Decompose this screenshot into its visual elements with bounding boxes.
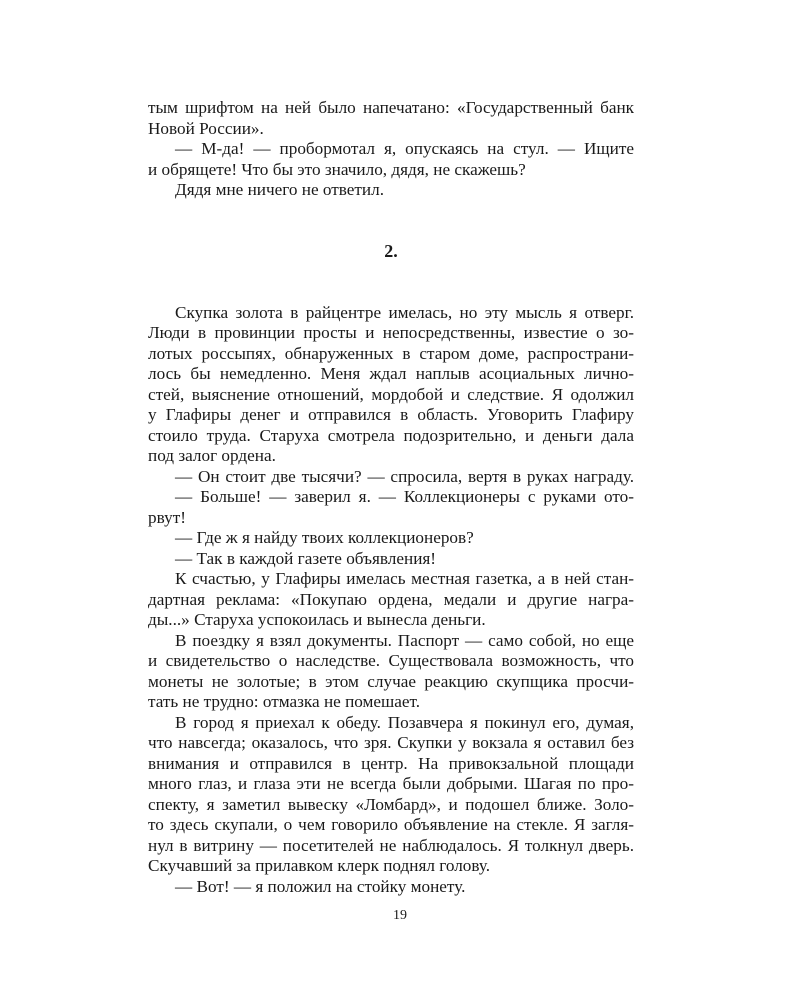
text-line: Новой России».: [148, 118, 264, 138]
text-line: рвут!: [148, 507, 186, 527]
text-line: — Больше! — заверил я. — Коллекционеры с руками ото-: [175, 487, 634, 506]
text-line: и свидетельство о наследстве. Существовала возможность, что: [148, 651, 634, 670]
text-line: лось бы немедленно. Меня ждал наплыв асоциальных лично-: [148, 364, 634, 383]
text-line: Дядя мне ничего не ответил.: [175, 180, 384, 199]
text-line: монеты не золотые; в этом случае реакцию скупщика просчи-: [148, 671, 634, 691]
text-line: то здесь скупали, о чем говорило объявление на стекле. Я загля-: [148, 815, 634, 834]
text-line: Скупка золота в райцентре имелась, но эту мысль я отверг.: [175, 302, 634, 322]
text-line: — Так в каждой газете объявления!: [175, 548, 437, 568]
page-number: 19: [393, 908, 407, 923]
text-line: внимания и отправился в центр. На привокзальной площади: [148, 753, 634, 773]
text-line: тать не трудно: отмазка не помешает.: [148, 692, 421, 711]
text-line: что навсегда; оказалось, что зря. Скупки у вокзала я оставил без: [148, 733, 634, 752]
text-line: спекту, я заметил вывеску «Ломбард», и подошел ближе. Золо-: [148, 794, 634, 814]
text-line: много глаз, и глаза эти не всегда были добрыми. Шагая по про-: [148, 774, 634, 793]
text-line: и обрящете! Что бы это значило, дядя, не скажешь?: [148, 159, 526, 179]
text-line: — Где ж я найду твоих коллекционеров?: [175, 528, 474, 547]
text-line: Люди в провинции просты и непосредственны, известие о зо-: [148, 323, 634, 342]
text-line: у Глафиры денег и отправился в область. Уговорить Глафиру: [148, 405, 634, 424]
text-line: — М-да! — пробормотал я, опускаясь на стул. — Ищите: [175, 139, 634, 158]
text-line: тым шрифтом на ней было напечатано: «Государственный банк: [148, 98, 634, 117]
text-line: дартная реклама: «Покупаю ордена, медали и другие награ-: [148, 589, 634, 609]
text-line: — Вот! — я положил на стойку монету.: [175, 876, 466, 896]
page-text: [148, 98, 634, 897]
text-line: ды...» Старуха успокоилась и вынесла деньги.: [148, 610, 486, 629]
text-line: В город я приехал к обеду. Позавчера я покинул его, думая,: [175, 712, 634, 732]
text-line: лотых россыпях, обнаруженных в старом доме, распространи-: [148, 343, 634, 363]
text-line: стоило труда. Старуха смотрела подозрительно, и деньги дала: [148, 425, 634, 445]
text-line: под залог ордена.: [148, 446, 276, 465]
text-line: В поездку я взял документы. Паспорт — само собой, но еще: [175, 630, 634, 650]
text-line: Скучавший за прилавком клерк поднял голову.: [148, 856, 491, 875]
text-line: — Он стоит две тысячи? — спросила, вертя в руках награду.: [175, 466, 634, 486]
text-line: К счастью, у Глафиры имелась местная газетка, а в ней стан-: [175, 569, 634, 588]
text-line: нул в витрину — посетителей не наблюдалось. Я толкнул дверь.: [148, 835, 634, 855]
chapter-title: 2.: [384, 240, 398, 261]
text-line: стей, выяснение отношений, мордобой и следствие. Я одолжил: [148, 384, 634, 404]
